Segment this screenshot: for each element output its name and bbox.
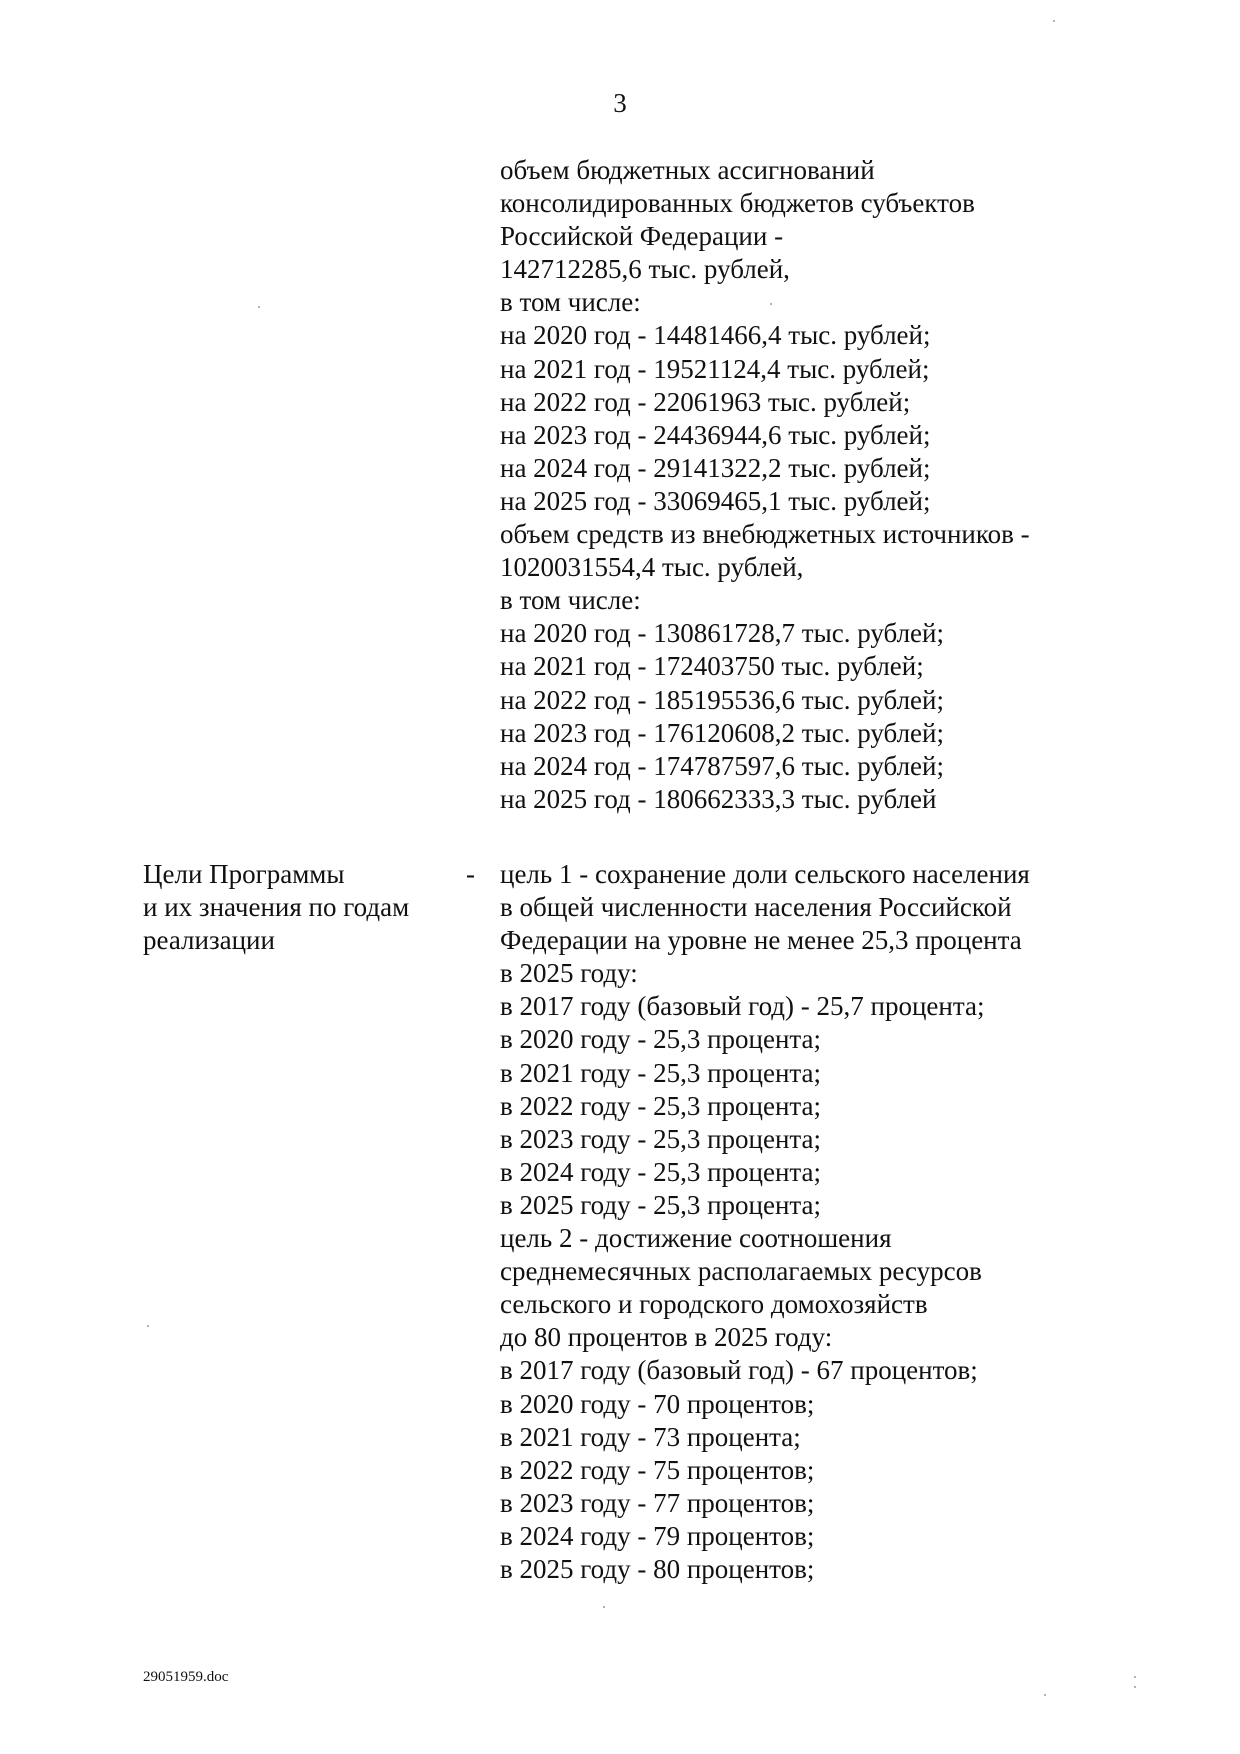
scan-speck	[258, 306, 260, 308]
file-reference: 29051959.doc	[143, 1669, 229, 1685]
goal-line: в 2020 году - 70 процентов;	[500, 1388, 815, 1419]
scan-speck	[1134, 1676, 1136, 1678]
goals-label	[143, 858, 463, 957]
funding-line: в том числе:	[500, 585, 641, 616]
goal-line: цель 1 - сохранение доли сельского населения	[500, 859, 1030, 889]
goal-line: Федерации на уровне не менее 25,3 процента	[500, 925, 1022, 956]
scan-speck	[770, 303, 772, 305]
goal-line: в 2017 году (базовый год) - 25,7 процента;	[500, 991, 985, 1022]
goal-line: в 2017 году (базовый год) - 67 процентов;	[500, 1355, 978, 1386]
goal-line: в 2024 году - 79 процентов;	[500, 1520, 815, 1551]
scan-speck	[1044, 1694, 1046, 1696]
goal-line: в 2021 году - 25,3 процента;	[500, 1057, 822, 1088]
funding-line: 1020031554,4 тыс. рублей,	[500, 552, 804, 583]
goals-block	[500, 858, 1140, 1586]
funding-line: в том числе:	[500, 287, 641, 318]
scan-speck	[1134, 1686, 1136, 1688]
goal-line: в 2020 году - 25,3 процента;	[500, 1024, 822, 1055]
funding-line: объем бюджетных ассигнований	[500, 155, 875, 185]
funding-line: на 2025 год - 180662333,3 тыс. рублей	[500, 783, 937, 814]
goal-line: в 2022 году - 25,3 процента;	[500, 1090, 822, 1121]
goal-line: в 2023 году - 25,3 процента;	[500, 1123, 822, 1154]
funding-line: объем средств из внебюджетных источников -	[500, 519, 1030, 550]
scan-speck	[603, 1606, 605, 1608]
funding-line: 142712285,6 тыс. рублей,	[500, 254, 790, 285]
scan-speck	[1053, 20, 1055, 22]
funding-line: на 2021 год - 19521124,4 тыс. рублей;	[500, 353, 930, 384]
funding-line: на 2024 год - 29141322,2 тыс. рублей;	[500, 452, 931, 483]
funding-line: на 2021 год - 172403750 тыс. рублей;	[500, 651, 924, 682]
goals-label-line: реализации	[143, 925, 275, 956]
funding-line: на 2025 год - 33069465,1 тыс. рублей;	[500, 485, 931, 516]
goal-line: в 2025 году - 80 процентов;	[500, 1553, 815, 1584]
goal-line: в 2022 году - 75 процентов;	[500, 1454, 815, 1485]
scan-speck	[147, 1325, 149, 1327]
page-number: 3	[613, 88, 627, 118]
goal-line: в 2024 году - 25,3 процента;	[500, 1156, 822, 1187]
goal-line: в 2025 году:	[500, 958, 638, 989]
funding-line: на 2020 год - 130861728,7 тыс. рублей;	[500, 618, 944, 649]
funding-line: Российской Федерации -	[500, 221, 784, 252]
funding-line: консолидированных бюджетов субъектов	[500, 188, 975, 219]
goal-line: в 2025 году - 25,3 процента;	[500, 1189, 822, 1220]
funding-line: на 2023 год - 176120608,2 тыс. рублей;	[500, 717, 944, 748]
funding-line: на 2022 год - 22061963 тыс. рублей;	[500, 386, 911, 417]
goal-line: сельского и городского домохозяйств	[500, 1289, 928, 1320]
goals-separator-dash: -	[466, 859, 475, 889]
goal-line: в 2023 году - 77 процентов;	[500, 1487, 815, 1518]
funding-line: на 2023 год - 24436944,6 тыс. рублей;	[500, 419, 931, 450]
goal-line: среднемесячных располагаемых ресурсов	[500, 1256, 982, 1287]
funding-line: на 2024 год - 174787597,6 тыс. рублей;	[500, 750, 944, 781]
goal-line: до 80 процентов в 2025 году:	[500, 1322, 833, 1353]
funding-block	[500, 154, 1140, 816]
funding-line: на 2020 год - 14481466,4 тыс. рублей;	[500, 320, 931, 351]
goal-line: цель 2 - достижение соотношения	[500, 1223, 892, 1254]
goal-line: в общей численности населения Российской	[500, 892, 1012, 923]
funding-line: на 2022 год - 185195536,6 тыс. рублей;	[500, 684, 944, 715]
goals-label-line: Цели Программы	[143, 859, 345, 889]
goals-label-line: и их значения по годам	[143, 892, 410, 923]
goal-line: в 2021 году - 73 процента;	[500, 1421, 801, 1452]
